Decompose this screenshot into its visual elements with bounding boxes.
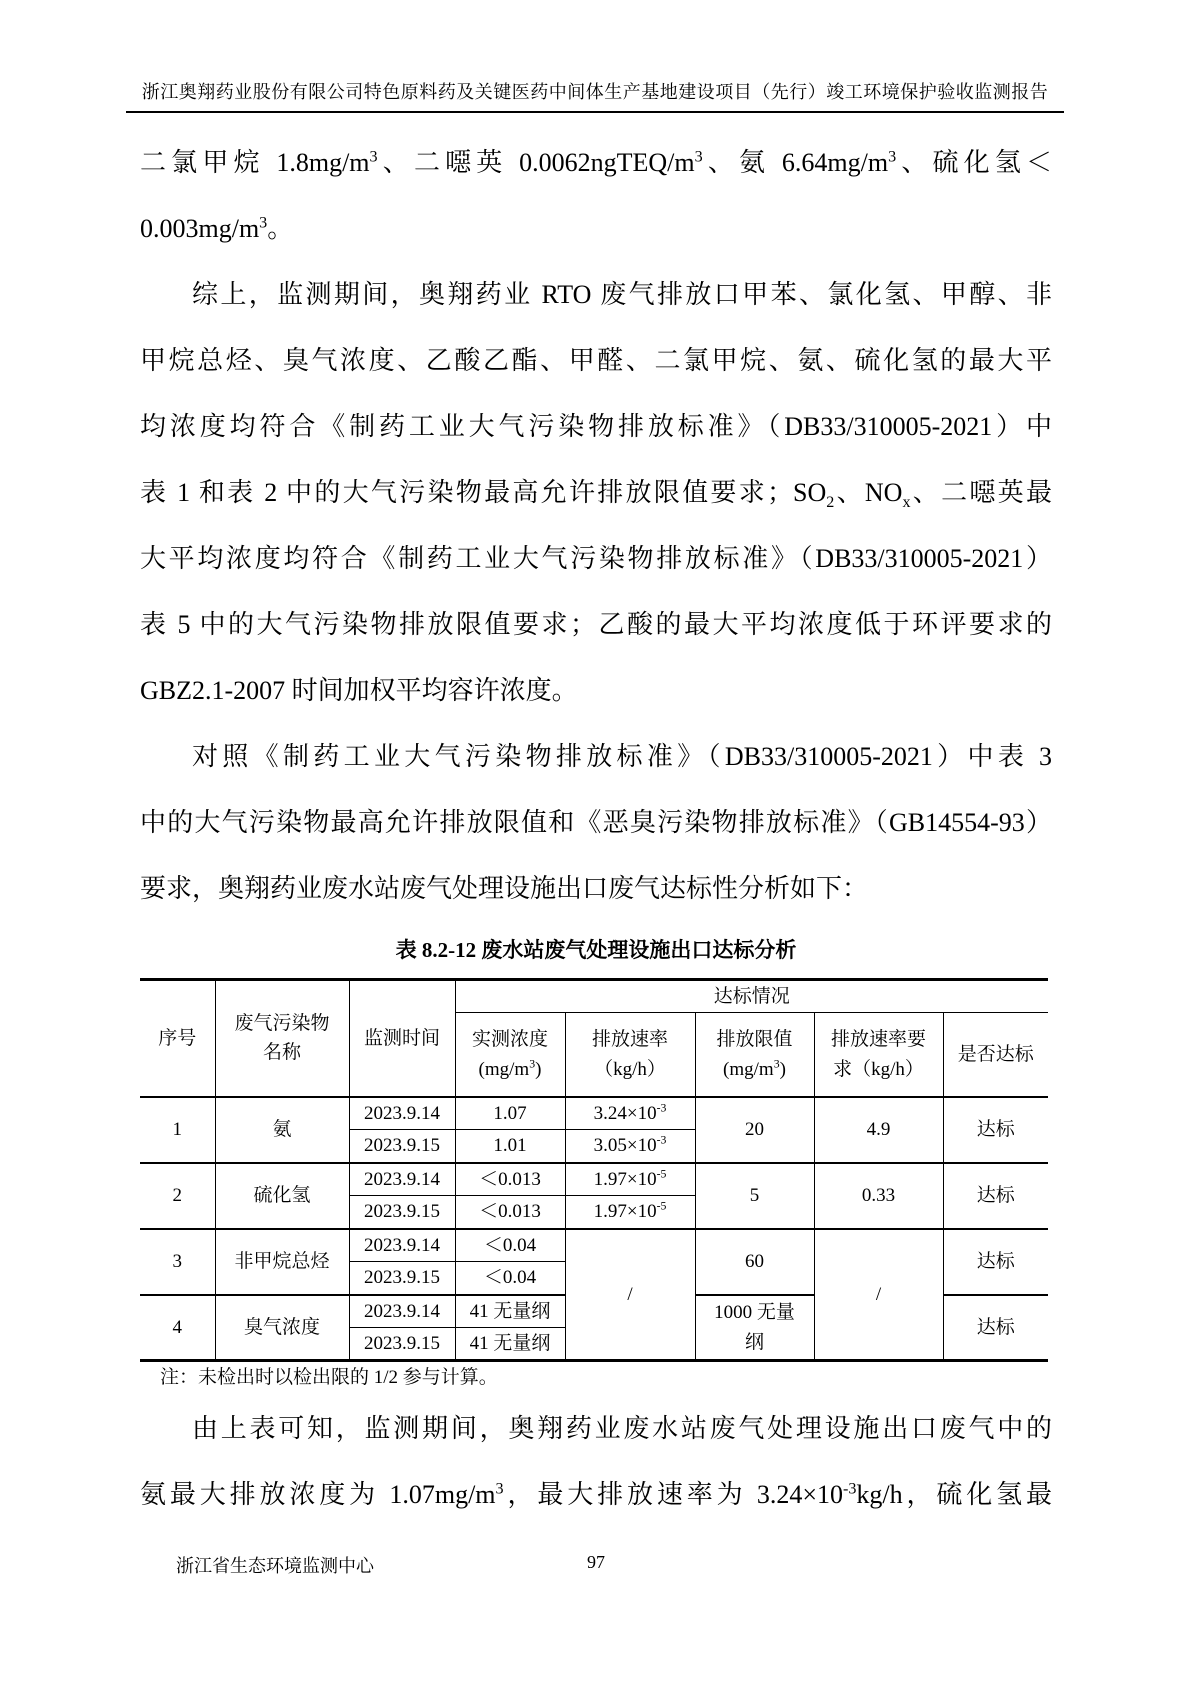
body-line: 由上表可知，监测期间，奥翔药业废水站废气处理设施出口废气中的 xyxy=(192,1414,1052,1443)
table-cell: 废气污染物 名称 xyxy=(215,980,349,1097)
table-cell: 是否达标 xyxy=(943,1013,1048,1097)
table-cell: 达标情况 xyxy=(455,980,1048,1013)
table-cell: 2023.9.14 xyxy=(349,1097,455,1130)
table-cell: 排放速率要 求（kg/h） xyxy=(814,1013,943,1097)
body-line: 大平均浓度均符合《制药工业大气污染物排放标准》（DB33/310005-2021） xyxy=(140,544,1052,573)
table-cell: 达标 xyxy=(943,1163,1048,1229)
table-cell: ＜0.013 xyxy=(455,1196,565,1229)
table-cell: / xyxy=(814,1229,943,1361)
body-line: $0.003mg/m^3$。 xyxy=(140,214,294,243)
body-text xyxy=(140,1396,1052,1528)
table-cell: 0.33 xyxy=(814,1163,943,1229)
table-cell: 2023.9.15 xyxy=(349,1196,455,1229)
body-line: 氨最大排放浓度为 $1.07mg/m^3$，最大排放速率为 $3.24\times 10^{-3}kg/h$，硫化氢最 xyxy=(140,1480,1052,1509)
table-cell: 达标 xyxy=(943,1097,1048,1163)
body-line: 综上，监测期间，奥翔药业 RTO 废气排放口甲苯、氯化氢、甲醇、非 xyxy=(192,280,1052,309)
table-cell: 2023.9.14 xyxy=(349,1163,455,1196)
table-cell: 实测浓度 $(mg/m^3)$ xyxy=(455,1013,565,1097)
table-cell: 20 xyxy=(695,1097,814,1163)
table-cell: 2023.9.14 xyxy=(349,1295,455,1328)
table-cell: $1.97\times 10^{-5}$ xyxy=(565,1163,695,1196)
table-cell: 硫化氢 xyxy=(215,1163,349,1229)
table-cell: 41 无量纲 xyxy=(455,1328,565,1361)
table-cell: 监测时间 xyxy=(349,980,455,1097)
body-line: 均浓度均符合《制药工业大气污染物排放标准》（DB33/310005-2021）中 xyxy=(140,412,1052,441)
table-title: 表 8.2-12 废水站废气处理设施出口达标分析 xyxy=(395,938,797,962)
table-row xyxy=(140,1163,1048,1196)
table-note: 注：未检出时以检出限的 1/2 参与计算。 xyxy=(160,1367,498,1388)
table-cell: 3 xyxy=(140,1229,215,1295)
table-row xyxy=(140,1229,1048,1262)
table-cell: 2023.9.15 xyxy=(349,1130,455,1163)
table-cell: 60 xyxy=(695,1229,814,1295)
body-line: 表 5 中的大气污染物排放限值要求；乙酸的最大平均浓度低于环评要求的 xyxy=(140,610,1052,639)
page-number: 97 xyxy=(587,1552,605,1572)
table-cell: ＜0.04 xyxy=(455,1229,565,1262)
table-row xyxy=(140,1097,1048,1130)
table-cell: 2023.9.15 xyxy=(349,1328,455,1361)
table-cell: 非甲烷总烃 xyxy=(215,1229,349,1295)
table-cell: 排放限值 $(mg/m^3)$ xyxy=(695,1013,814,1097)
body-line: 中的大气污染物最高允许排放限值和《恶臭污染物排放标准》（GB14554-93） xyxy=(140,808,1052,837)
table-cell: $3.05\times 10^{-3}$ xyxy=(565,1130,695,1163)
table-cell: $3.24\times 10^{-3}$ xyxy=(565,1097,695,1130)
table-row xyxy=(140,980,1048,1013)
page-header-title: 浙江奥翔药业股份有限公司特色原料药及关键医药中间体生产基地建设项目（先行）竣工环境保护验收监测报告 xyxy=(126,78,1064,113)
body-line: 表 1 和表 2 中的大气污染物最高允许排放限值要求；$SO_2$、$NO_x$、二噁英最 xyxy=(140,478,1052,512)
footer-organization: 浙江省生态环境监测中心 xyxy=(176,1556,374,1576)
table-cell: 2023.9.14 xyxy=(349,1229,455,1262)
table-cell: 氨 xyxy=(215,1097,349,1163)
table-cell: ＜0.04 xyxy=(455,1262,565,1295)
table-cell: $1.97\times 10^{-5}$ xyxy=(565,1196,695,1229)
body-line: GBZ2.1-2007 时间加权平均容许浓度。 xyxy=(140,676,578,705)
table-cell: ＜0.013 xyxy=(455,1163,565,1196)
table-cell: 5 xyxy=(695,1163,814,1229)
table-cell: 4.9 xyxy=(814,1097,943,1163)
body-line: 对照《制药工业大气污染物排放标准》（DB33/310005-2021）中表 3 xyxy=(192,742,1052,771)
table-cell: 4 xyxy=(140,1295,215,1361)
monitoring-table xyxy=(140,978,1048,1362)
body-line: 要求，奥翔药业废水站废气处理设施出口废气达标性分析如下： xyxy=(140,874,869,903)
table-cell: / xyxy=(565,1229,695,1361)
table-cell: 1000 无量 纲 xyxy=(695,1295,814,1361)
table-cell: 达标 xyxy=(943,1229,1048,1295)
table-cell: 达标 xyxy=(943,1295,1048,1361)
body-line: 甲烷总烃、臭气浓度、乙酸乙酯、甲醛、二氯甲烷、氨、硫化氢的最大平 xyxy=(140,346,1052,375)
table-cell: 排放速率 （kg/h） xyxy=(565,1013,695,1097)
table-cell: 2 xyxy=(140,1163,215,1229)
body-text xyxy=(140,130,1052,922)
body-line: 二氯甲烷 $1.8mg/m^3$、二噁英 $0.0062ngTEQ/m^3$、氨 $6.64mg/m^3$、硫化氢＜ xyxy=(140,148,1053,177)
table-cell: 1 xyxy=(140,1097,215,1163)
table-cell: 41 无量纲 xyxy=(455,1295,565,1328)
table-cell: 1.01 xyxy=(455,1130,565,1163)
table-cell: 1.07 xyxy=(455,1097,565,1130)
page-footer xyxy=(140,1552,1052,1576)
table-cell: 臭气浓度 xyxy=(215,1295,349,1361)
table-cell: 序号 xyxy=(140,980,215,1097)
table-cell: 2023.9.15 xyxy=(349,1262,455,1295)
